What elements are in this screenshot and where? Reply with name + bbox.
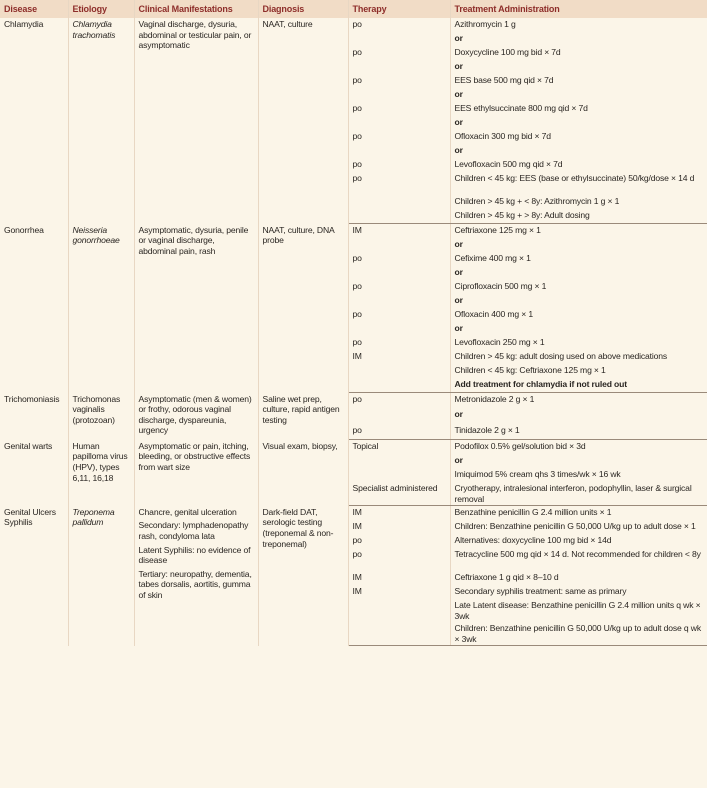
therapy-cell: IM <box>348 350 450 364</box>
therapy-cell <box>348 32 450 46</box>
or-separator: or <box>454 295 463 305</box>
therapy-cell <box>348 88 450 102</box>
header-clinical-manifestations: Clinical Manifestations <box>134 0 258 18</box>
therapy-cell: po <box>348 252 450 266</box>
therapy-cell: Specialist administered <box>348 482 450 506</box>
manifestation-item: Secondary: lymphadenopathy rash, condyloma lata <box>138 520 249 542</box>
disease-cell: Chlamydia <box>0 18 68 224</box>
manifestation-item: Tertiary: neuropathy, dementia, tabes dorsalis, aortitis, gumma of skin <box>138 568 252 601</box>
table-row <box>0 224 707 239</box>
or-separator: or <box>454 239 463 249</box>
treatment-cell: Ceftriaxone 1 g qid × 8–10 d <box>454 572 559 583</box>
therapy-cell <box>348 622 450 646</box>
or-separator: or <box>454 455 463 466</box>
clinical-manifestations-cell <box>134 224 258 393</box>
therapy-cell <box>348 60 450 74</box>
manifestation-item: Vaginal discharge, dysuria, abdominal or testicular pain, or asymptomatic <box>138 19 252 51</box>
therapy-cell: IM <box>348 224 450 239</box>
therapy-cell: po <box>348 534 450 548</box>
header-therapy: Therapy <box>348 0 450 18</box>
treatment-cell: Levofloxacin 500 mg qid × 7d <box>454 159 563 169</box>
clinical-manifestations-cell <box>134 506 258 646</box>
treatment-cell: Benzathine penicillin G 2.4 million units × 1 <box>454 507 612 518</box>
treatment-cell: Metronidazole 2 g × 1 <box>454 394 535 404</box>
treatment-cell: Ciprofloxacin 500 mg × 1 <box>454 281 547 291</box>
header-row <box>0 0 707 18</box>
treatment-cell: Imiquimod 5% cream qhs 3 times/wk × 16 wk <box>454 469 621 480</box>
treatment-cell: Ofloxacin 400 mg × 1 <box>454 309 533 319</box>
table-row <box>0 393 707 409</box>
table-row <box>0 440 707 455</box>
etiology-cell: Chlamydia trachomatis <box>68 18 134 224</box>
therapy-cell: po <box>348 130 450 144</box>
header-treatment-administration: Treatment Administration <box>450 0 707 18</box>
disease-cell: Genital Ulcers Syphilis <box>0 506 68 646</box>
disease-cell: Genital warts <box>0 440 68 506</box>
treatment-cell: Cryotherapy, intralesional interferon, podophyllin, laser & surgical removal <box>450 482 707 506</box>
treatment-cell: Ofloxacin 300 mg bid × 7d <box>454 131 551 141</box>
manifestation-item: Chancre, genital ulceration <box>138 506 237 517</box>
therapy-cell: po <box>348 424 450 440</box>
treatment-cell: Children > 45 kg + < 8y: Azithromycin 1 g × 1 <box>454 196 620 206</box>
diagnosis-cell: NAAT, culture <box>258 18 348 224</box>
diagnosis-cell: NAAT, culture, DNA probe <box>258 224 348 393</box>
table-row <box>0 506 707 521</box>
treatment-cell: Children: Benzathine penicillin G 50,000 U/kg up to adult dose q wk × 3wk <box>450 622 707 646</box>
manifestation-item: Latent Syphilis: no evidence of disease <box>138 544 251 566</box>
therapy-cell: IM <box>348 571 450 585</box>
therapy-cell: po <box>348 102 450 116</box>
therapy-cell <box>348 209 450 224</box>
therapy-cell: po <box>348 46 450 60</box>
therapy-cell <box>348 238 450 252</box>
or-separator: or <box>454 89 463 99</box>
table-row <box>0 18 707 32</box>
therapy-cell: po <box>348 336 450 350</box>
treatment-cell: Children: Benzathine penicillin G 50,000 U/kg up to adult dose × 1 <box>454 521 696 532</box>
diagnosis-cell: Saline wet prep, culture, rapid antigen testing <box>258 393 348 440</box>
treatment-cell: Children > 45 kg: adult dosing used on above medications <box>454 351 668 361</box>
treatment-cell: Tetracycline 500 mg qid × 14 d. Not recommended for children < 8y <box>454 549 701 560</box>
treatment-cell: Podofilox 0.5% gel/solution bid × 3d <box>454 441 586 452</box>
treatment-cell: Tinidazole 2 g × 1 <box>450 424 707 440</box>
treatment-cell: Add treatment for chlamydia if not ruled out <box>450 378 707 393</box>
therapy-cell: po <box>348 74 450 88</box>
therapy-cell <box>348 144 450 158</box>
treatment-cell: Children < 45 kg: EES (base or ethylsuccinate) 50/kg/dose × 14 d <box>454 173 695 183</box>
therapy-cell <box>348 454 450 468</box>
treatment-cell: Doxycycline 100 mg bid × 7d <box>454 47 561 57</box>
clinical-manifestations-cell <box>134 393 258 440</box>
therapy-cell: IM <box>348 520 450 534</box>
treatment-cell: Cefixime 400 mg × 1 <box>454 253 531 263</box>
treatment-cell: Children < 45 kg: Ceftriaxone 125 mg × 1 <box>454 365 606 375</box>
header-etiology: Etiology <box>68 0 134 18</box>
header-disease: Disease <box>0 0 68 18</box>
therapy-cell: IM <box>348 585 450 599</box>
or-separator: or <box>454 267 463 277</box>
etiology-cell: Human papilloma virus (HPV), types 6,11, 16,18 <box>68 440 134 506</box>
or-separator: or <box>454 145 463 155</box>
therapy-cell <box>348 364 450 378</box>
therapy-cell: po <box>348 18 450 32</box>
treatment-cell: Children > 45 kg + > 8y: Adult dosing <box>450 209 707 224</box>
etiology-cell: Neisseria gonorrhoeae <box>68 224 134 393</box>
etiology-cell: Trichomonas vaginalis (protozoan) <box>68 393 134 440</box>
therapy-cell <box>348 266 450 280</box>
therapy-cell <box>348 322 450 336</box>
therapy-cell: po <box>348 308 450 322</box>
therapy-cell: po <box>348 280 450 294</box>
therapy-cell: Topical <box>348 440 450 455</box>
treatment-cell: Alternatives: doxycycline 100 mg bid × 14d <box>454 535 612 546</box>
therapy-cell <box>348 195 450 209</box>
treatment-cell: Azithromycin 1 g <box>454 19 516 29</box>
treatment-cell: Secondary syphilis treatment: same as primary <box>454 586 627 597</box>
or-separator: or <box>454 323 463 333</box>
therapy-cell <box>348 599 450 622</box>
therapy-cell: po <box>348 393 450 409</box>
treatment-cell: Late Latent disease: Benzathine penicillin G 2.4 million units q wk × 3wk <box>454 600 701 621</box>
therapy-cell <box>348 116 450 130</box>
clinical-manifestations-cell <box>134 18 258 224</box>
disease-cell: Gonorrhea <box>0 224 68 393</box>
or-separator: or <box>454 33 463 43</box>
treatment-cell: EES ethylsuccinate 800 mg qid × 7d <box>454 103 588 113</box>
diagnosis-cell: Dark-field DAT, serologic testing (treponemal & non-treponemal) <box>258 506 348 646</box>
treatment-cell: EES base 500 mg qid × 7d <box>454 75 554 85</box>
therapy-cell <box>348 378 450 393</box>
or-separator: or <box>454 117 463 127</box>
manifestation-item: Asymptomatic (men & women) or frothy, odorous vaginal discharge, dyspareunia, urgency <box>138 393 252 436</box>
therapy-cell: po <box>348 158 450 172</box>
therapy-cell <box>348 468 450 482</box>
treatment-cell: Ceftriaxone 125 mg × 1 <box>454 225 541 235</box>
treatment-cell: Levofloxacin 250 mg × 1 <box>454 337 545 347</box>
header-diagnosis: Diagnosis <box>258 0 348 18</box>
table-body <box>0 18 707 646</box>
clinical-manifestations-cell <box>134 440 258 506</box>
therapy-cell <box>348 408 450 423</box>
disease-cell: Trichomoniasis <box>0 393 68 440</box>
therapy-cell: po <box>348 548 450 571</box>
etiology-cell: Treponema pallidum <box>68 506 134 646</box>
manifestation-item: Asymptomatic or pain, itching, bleeding, or obstructive effects from wart size <box>138 440 251 473</box>
therapy-cell <box>348 294 450 308</box>
or-separator: or <box>454 409 463 420</box>
therapy-cell: IM <box>348 506 450 521</box>
diagnosis-cell: Visual exam, biopsy, <box>258 440 348 506</box>
or-separator: or <box>454 61 463 71</box>
manifestation-item: Asymptomatic, dysuria, penile or vaginal discharge, abdominal pain, rash <box>138 224 249 256</box>
therapy-cell: po <box>348 172 450 195</box>
